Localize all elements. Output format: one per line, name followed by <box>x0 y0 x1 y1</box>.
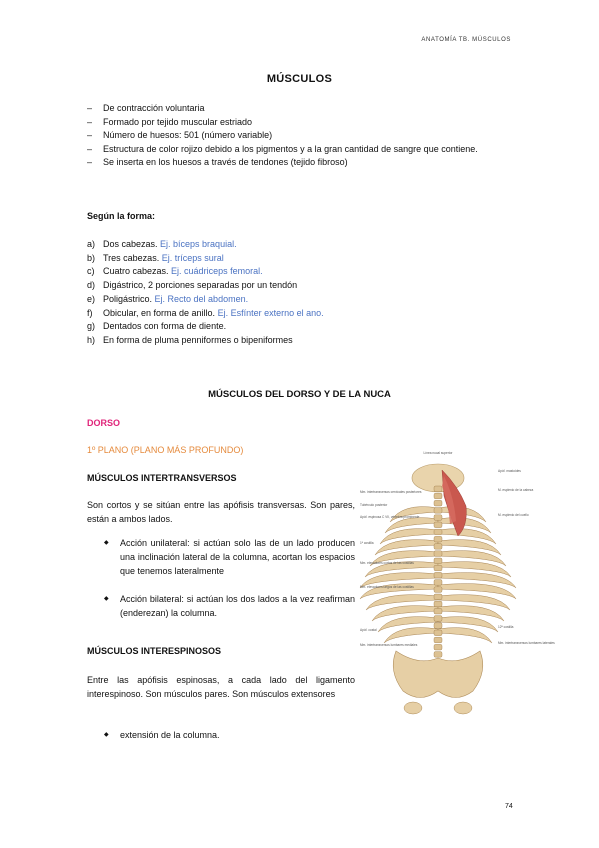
vertebra-18 <box>434 608 442 614</box>
vertebra-10 <box>434 551 442 557</box>
list-item-text: Estructura de color rojizo debido a los pigmentos y a la gran cantidad de sangre que contiene. <box>103 143 478 154</box>
example-text: Ej. cuádriceps femoral. <box>171 266 263 277</box>
figure-label: M. esplenio del cuello <box>498 513 529 517</box>
bullet-item <box>104 536 355 578</box>
bullet-text: Acción unilateral: si actúan solo las de un lado producen una inclinación lateral de la columna, acortan los espacios que tenemos lateralmente <box>120 538 355 576</box>
vertebra-20 <box>434 623 442 629</box>
vertebra-5 <box>434 515 442 521</box>
interespinosos-description: Entre las apófisis espinosas, a cada lado del ligamento interespinoso. Son músculos pares. Son músculos extensores <box>87 675 355 699</box>
example-text: Ej. Esfínter externo el ano. <box>217 307 324 318</box>
list-item-text: En forma de pluma penniformes o bipeniformes <box>103 334 293 345</box>
dorso-label: DORSO <box>87 418 121 428</box>
vertebra-16 <box>434 594 442 600</box>
list-letter: c) <box>87 266 95 277</box>
figure-label: Apóf. mastoides <box>498 469 521 473</box>
list-item-text: De contracción voluntaria <box>103 103 205 113</box>
list-item-text: Formado por tejido muscular estriado <box>103 116 253 127</box>
list-item <box>87 293 527 307</box>
list-item: – Estructura de color rojizo debido a los pigmentos y a la gran cantidad de sangre que contiene. <box>87 143 478 154</box>
list-letter: d) <box>87 280 96 291</box>
bullet-icon: ◆ <box>104 732 109 738</box>
vertebra-13 <box>434 572 442 578</box>
vertebra-4 <box>434 508 442 514</box>
vertebra-3 <box>434 500 442 506</box>
vertebra-1 <box>434 486 442 492</box>
bullet-icon: ◆ <box>104 540 109 546</box>
list-letter: e) <box>87 293 96 304</box>
bullet-item <box>104 592 355 620</box>
list-item <box>87 279 527 293</box>
list-item <box>87 265 527 279</box>
vertebra-19 <box>434 616 442 622</box>
spine-muscles-illustration <box>358 446 555 731</box>
interespinosos-heading: MÚSCULOS INTERESPINOSOS <box>87 646 222 656</box>
vertebra-12 <box>434 565 442 571</box>
section-title: MÚSCULOS DEL DORSO Y DE LA NUCA <box>208 389 391 400</box>
spine-illustration-svg <box>358 446 555 731</box>
figure-label: Mm. elevadores cortos de las costillas <box>360 561 414 565</box>
bullet-text: Acción bilateral: si actúan los dos lados a la vez reafirman (enderezan) la columna. <box>120 594 355 618</box>
list-item <box>87 238 527 252</box>
figure-label: Tubérculo posterior <box>360 503 388 507</box>
vertebra-9 <box>434 544 442 550</box>
list-item <box>87 334 527 348</box>
figure-label: Línea nucal superior <box>423 451 453 455</box>
rib-R-12 <box>438 628 492 643</box>
list-item-text: Número de huesos: 501 (número variable) <box>103 130 273 141</box>
bullet-item <box>104 728 355 742</box>
vertebra-8 <box>434 536 442 542</box>
figure-label: Apóf. costal <box>360 628 377 632</box>
figure-label: Mm. intertransversos cervicales posteriores <box>360 490 422 494</box>
plano-label: 1º PLANO (PLANO MÁS PROFUNDO) <box>87 445 244 455</box>
intro-list <box>87 102 515 170</box>
list-letter: g) <box>87 321 96 332</box>
pelvis-bone <box>393 651 483 698</box>
list-item <box>87 320 527 334</box>
intertransversos-description: Son cortos y se sitúan entre las apófisis transversas. Son pares, están a ambos lados. <box>87 500 355 524</box>
vertebra-23 <box>434 644 442 650</box>
list-item-text: Obicular, en forma de anillo. <box>103 307 218 318</box>
figure-label: Mm. elevadores largos de las costillas <box>360 585 414 589</box>
list-item-text: Dos cabezas. <box>103 239 161 249</box>
list-item-text: Digástrico, 2 porciones separadas por un tendón <box>103 280 298 291</box>
vertebra-15 <box>434 587 442 593</box>
intertransversos-heading: MÚSCULOS INTERTRANSVERSOS <box>87 473 237 483</box>
list-item-text: Cuatro cabezas. <box>103 266 172 277</box>
femur-head-left <box>404 702 422 714</box>
list-item-text: Tres cabezas. <box>103 252 162 263</box>
bullet-icon: ◆ <box>104 596 109 602</box>
vertebra-7 <box>434 529 442 535</box>
bullet-text: extensión de la columna. <box>120 730 220 740</box>
figure-label: Mm. intertransversos lumbares laterales <box>498 641 555 645</box>
list-letter: b) <box>87 252 96 263</box>
list-item <box>87 307 527 321</box>
vertebra-14 <box>434 580 442 586</box>
list-item <box>87 252 527 266</box>
figure-label: Mm. intertransversos lumbares mediales <box>360 643 418 647</box>
list-item: – Formado por tejido muscular estriado <box>87 116 253 127</box>
figure-label: M. esplenio de la cabeza <box>498 488 534 492</box>
figure-label: 12ª costilla <box>498 625 514 629</box>
list-item-text: Poligástrico. <box>103 293 155 304</box>
list-letter: h) <box>87 334 96 345</box>
vertebra-22 <box>434 637 442 643</box>
forma-list <box>87 238 527 348</box>
page-title: MÚSCULOS <box>266 73 333 85</box>
example-text: Ej. tríceps sural <box>161 252 224 263</box>
list-letter: a) <box>87 239 96 249</box>
vertebra-21 <box>434 630 442 636</box>
list-letter: f) <box>87 307 93 318</box>
vertebra-2 <box>434 493 442 499</box>
list-item: – De contracción voluntaria <box>87 103 205 113</box>
list-item-text: Dentados con forma de diente. <box>103 321 227 332</box>
list-item-text: Se inserta en los huesos a través de tendones (tejido fibroso) <box>103 157 348 168</box>
vertebra-17 <box>434 601 442 607</box>
vertebra-24 <box>434 652 442 658</box>
running-header: ANATOMÍA TB. MÚSCULOS <box>421 37 511 43</box>
example-text: Ej. Recto del abdomen. <box>154 293 249 304</box>
list-item: – Se inserta en los huesos a través de tendones (tejido fibroso) <box>87 157 348 168</box>
page-number: 74 <box>505 803 513 810</box>
vertebra-11 <box>434 558 442 564</box>
forma-heading: Según la forma: <box>87 211 156 221</box>
rib-L-12 <box>384 628 438 643</box>
example-text: Ej. bíceps braquial. <box>160 239 237 249</box>
figure-label: 1ª costilla <box>360 541 374 545</box>
figure-label: Apóf. espinosa C VII, vértebra prominente <box>360 515 420 519</box>
vertebra-6 <box>434 522 442 528</box>
list-item: – Número de huesos: 501 (número variable) <box>87 130 273 141</box>
femur-head-right <box>454 702 472 714</box>
